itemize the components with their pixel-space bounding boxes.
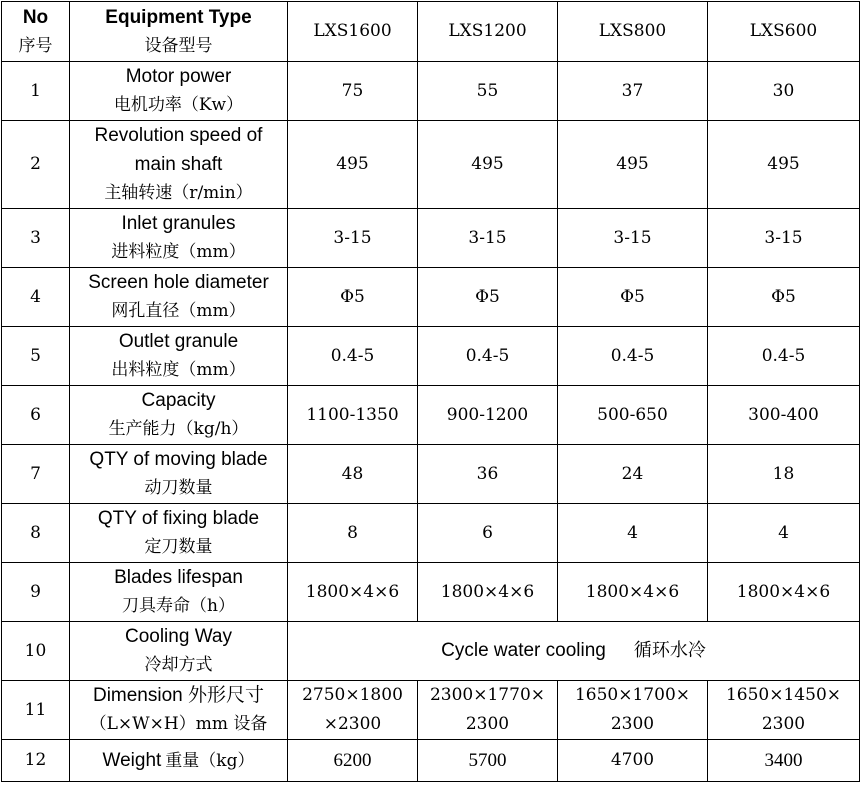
header-model-3: LXS800 bbox=[558, 2, 708, 62]
value-cell: 8 bbox=[288, 504, 418, 563]
value-cell: 495 bbox=[288, 121, 418, 209]
value-cell: 75 bbox=[288, 62, 418, 121]
value-cell: 18 bbox=[708, 445, 860, 504]
value-cell bbox=[288, 681, 418, 740]
row-label bbox=[70, 62, 288, 121]
value-line2: ×2300 bbox=[323, 714, 382, 734]
value-cell: 24 bbox=[558, 445, 708, 504]
value-line2: 2300 bbox=[465, 714, 510, 734]
value-cell: 0.4-5 bbox=[418, 327, 558, 386]
value-cell: 300-400 bbox=[708, 386, 860, 445]
value-cell: 1800×4×6 bbox=[418, 563, 558, 622]
value-cell: 3-15 bbox=[558, 209, 708, 268]
row-label bbox=[70, 622, 288, 681]
value-cell: Φ5 bbox=[288, 268, 418, 327]
value-cell: 1800×4×6 bbox=[288, 563, 418, 622]
value-line2: 2300 bbox=[610, 714, 655, 734]
header-no-cell bbox=[2, 2, 70, 62]
label-zh: 刀具寿命（h） bbox=[122, 596, 235, 616]
row-no: 1 bbox=[2, 62, 70, 121]
row-no: 3 bbox=[2, 209, 70, 268]
value-cell: 1100-1350 bbox=[288, 386, 418, 445]
label-en: Outlet granule bbox=[118, 331, 239, 352]
row-no: 2 bbox=[2, 121, 70, 209]
value-cell: 3-15 bbox=[418, 209, 558, 268]
row-label bbox=[70, 563, 288, 622]
header-type-zh: 设备型号 bbox=[144, 35, 213, 56]
value-cell: Φ5 bbox=[558, 268, 708, 327]
value-cell: 36 bbox=[418, 445, 558, 504]
header-no-zh: 序号 bbox=[18, 35, 53, 56]
value-line2: 2300 bbox=[761, 714, 806, 734]
header-model-2: LXS1200 bbox=[418, 2, 558, 62]
merged-value-cell bbox=[288, 622, 860, 681]
label-en: QTY of fixing blade bbox=[97, 508, 260, 529]
value-cell bbox=[558, 681, 708, 740]
value-cell: 6200 bbox=[288, 740, 418, 782]
value-line1: 2750×1800 bbox=[302, 685, 403, 705]
value-cell: 4 bbox=[708, 504, 860, 563]
row-no: 8 bbox=[2, 504, 70, 563]
row-no: 6 bbox=[2, 386, 70, 445]
label-zh: 冷却方式 bbox=[144, 655, 213, 675]
row-label bbox=[70, 740, 288, 782]
label-en: Capacity bbox=[141, 390, 216, 411]
label-en: Weight bbox=[102, 749, 162, 771]
equipment-spec-table bbox=[1, 1, 860, 782]
label-en: Cooling Way bbox=[124, 626, 232, 647]
label-zh: 电机功率（Kw） bbox=[113, 95, 244, 115]
table-row bbox=[2, 445, 860, 504]
label-en: Screen hole diameter bbox=[88, 272, 269, 293]
value-cell: 495 bbox=[418, 121, 558, 209]
label-zh: 网孔直径（mm） bbox=[111, 301, 246, 321]
label-zh: 出料粒度（mm） bbox=[111, 360, 246, 380]
label-en: Motor power bbox=[125, 66, 232, 87]
label-en: Inlet granules bbox=[121, 213, 236, 234]
row-label bbox=[70, 209, 288, 268]
row-no: 11 bbox=[2, 681, 70, 740]
label-en: Blades lifespan bbox=[114, 567, 243, 588]
value-cell: 5700 bbox=[418, 740, 558, 782]
value-line1: 1650×1700× bbox=[574, 685, 690, 705]
table-row bbox=[2, 504, 860, 563]
value-cell: 1800×4×6 bbox=[708, 563, 860, 622]
value-cell: 500-650 bbox=[558, 386, 708, 445]
value-cell: 3400 bbox=[708, 740, 860, 782]
cooling-zh: 循环水冷 bbox=[633, 640, 706, 661]
row-label bbox=[70, 386, 288, 445]
row-label bbox=[70, 504, 288, 563]
label-zh: 重量（kg） bbox=[165, 750, 255, 771]
row-label bbox=[70, 121, 288, 209]
label-en: QTY of moving blade bbox=[89, 449, 268, 470]
label-en-line1: Revolution speed of bbox=[94, 125, 263, 146]
table-row bbox=[2, 62, 860, 121]
row-label bbox=[70, 327, 288, 386]
row-no: 12 bbox=[2, 740, 70, 782]
value-cell: 30 bbox=[708, 62, 860, 121]
value-cell: Φ5 bbox=[708, 268, 860, 327]
value-cell: 1800×4×6 bbox=[558, 563, 708, 622]
header-model-4: LXS600 bbox=[708, 2, 860, 62]
value-cell: 495 bbox=[708, 121, 860, 209]
label-zh: 动刀数量 bbox=[144, 478, 213, 498]
label-line2: （L×W×H）mm 设备 bbox=[89, 714, 268, 734]
label-zh: 定刀数量 bbox=[144, 537, 213, 557]
value-cell: 0.4-5 bbox=[558, 327, 708, 386]
value-cell: 55 bbox=[418, 62, 558, 121]
header-type-cell bbox=[70, 2, 288, 62]
value-cell: 495 bbox=[558, 121, 708, 209]
row-label bbox=[70, 681, 288, 740]
table-row bbox=[2, 209, 860, 268]
value-line1: 1650×1450× bbox=[725, 685, 841, 705]
label-en-line2: main shaft bbox=[134, 154, 223, 175]
header-type-en: Equipment Type bbox=[105, 6, 252, 28]
row-no: 9 bbox=[2, 563, 70, 622]
value-cell bbox=[708, 681, 860, 740]
table-row bbox=[2, 121, 860, 209]
value-cell: 4700 bbox=[558, 740, 708, 782]
label-zh: 进料粒度（mm） bbox=[111, 242, 246, 262]
value-cell bbox=[418, 681, 558, 740]
row-label bbox=[70, 445, 288, 504]
row-no: 10 bbox=[2, 622, 70, 681]
table-row bbox=[2, 681, 860, 740]
row-label bbox=[70, 268, 288, 327]
row-no: 5 bbox=[2, 327, 70, 386]
label-zh: 主轴转速（r/min） bbox=[104, 183, 253, 203]
table-row bbox=[2, 563, 860, 622]
value-cell: 4 bbox=[558, 504, 708, 563]
label-line1: Dimension 外形尺寸 bbox=[92, 685, 265, 706]
value-cell: 0.4-5 bbox=[708, 327, 860, 386]
cooling-en: Cycle water cooling bbox=[441, 640, 606, 661]
value-cell: 0.4-5 bbox=[288, 327, 418, 386]
value-line1: 2300×1770× bbox=[429, 685, 545, 705]
table-row bbox=[2, 386, 860, 445]
header-model-1: LXS1600 bbox=[288, 2, 418, 62]
value-cell: 6 bbox=[418, 504, 558, 563]
value-cell: Φ5 bbox=[418, 268, 558, 327]
header-no-en: No bbox=[22, 6, 49, 28]
value-cell: 3-15 bbox=[708, 209, 860, 268]
table-row bbox=[2, 268, 860, 327]
row-no: 4 bbox=[2, 268, 70, 327]
value-cell: 3-15 bbox=[288, 209, 418, 268]
table-row bbox=[2, 740, 860, 782]
row-no: 7 bbox=[2, 445, 70, 504]
value-cell: 900-1200 bbox=[418, 386, 558, 445]
header-row bbox=[2, 2, 860, 62]
value-cell: 48 bbox=[288, 445, 418, 504]
table-row bbox=[2, 327, 860, 386]
label-zh: 生产能力（kg/h） bbox=[108, 419, 249, 439]
table-row bbox=[2, 622, 860, 681]
value-cell: 37 bbox=[558, 62, 708, 121]
